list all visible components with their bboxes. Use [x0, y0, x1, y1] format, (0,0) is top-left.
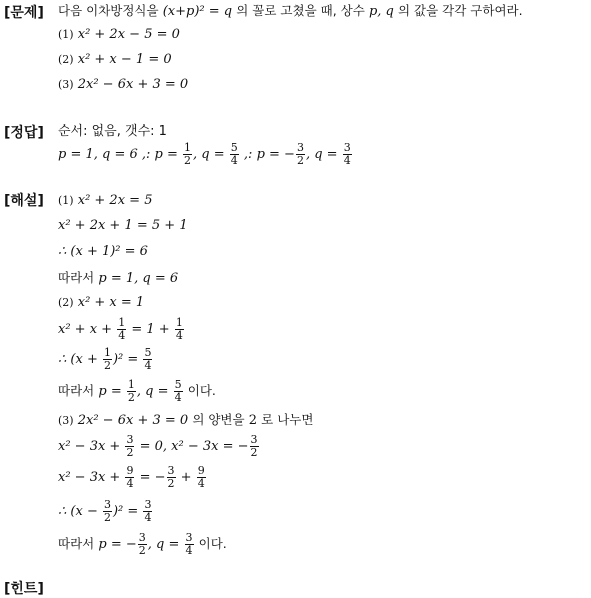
problem-item-3: (3) 2x² − 6x + 3 = 0	[58, 77, 189, 92]
numerator: 5	[174, 378, 182, 391]
problem-prompt: 다음 이차방정식을 (x+p)² = q 의 꼴로 고쳤을 때, 상수 p, q 의 값을 각각 구하여라.	[58, 3, 523, 19]
hint-label: [힌트]	[4, 581, 44, 597]
denominator: 4	[118, 329, 126, 342]
numerator: 3	[185, 531, 193, 544]
numerator: 3	[296, 141, 304, 154]
denominator: 2	[250, 446, 258, 459]
numerator: 1	[118, 316, 126, 329]
numerator: 1	[127, 378, 135, 391]
denominator: 4	[343, 154, 351, 167]
denominator: 4	[185, 544, 193, 557]
numerator: 5	[144, 346, 152, 359]
expl-2-line-4: 따라서 p = $\frac{1}{2}$ , q = $\frac{5}{4}$ 이다.	[58, 378, 216, 404]
expl-2-line-1: (2) x² + x = 1	[58, 295, 145, 310]
expl-3-line-2: x² − 3x + $\frac{3}{2}$ = 0, x² − 3x = − $\frac{3}{2}$	[58, 433, 258, 459]
problem-item-2: (2) x² + x − 1 = 0	[58, 52, 172, 67]
expl-3-line-3: x² − 3x + $\frac{9}{4}$ = − $\frac{3}{2}$ + $\frac{9}{4}$	[58, 464, 205, 490]
numerator: 1	[184, 141, 192, 154]
expl-2-line-2: x² + x + $\frac{1}{4}$ = 1 + $\frac{1}{4}$	[58, 316, 183, 342]
denominator: 2	[296, 154, 304, 167]
numerator: 3	[138, 531, 146, 544]
expl-3-line-4: ∴ (x − $\frac{3}{2}$ )² = $\frac{3}{4}$	[58, 498, 152, 524]
denominator: 2	[184, 154, 192, 167]
fraction	[296, 142, 305, 167]
numerator: 3	[144, 498, 152, 511]
numerator: 3	[167, 464, 175, 477]
denominator: 4	[144, 359, 152, 372]
denominator: 4	[230, 154, 238, 167]
answer-label: [정답]	[4, 125, 44, 141]
answer-values: p = 1, q = 6 ,: p = $\frac{1}{2}$ , q = $\frac{5}{4}$ ,: p = − $\frac{3}{2}$ , q = $\frac{3}{4}$	[58, 141, 351, 167]
denominator: 2	[138, 544, 146, 557]
fraction	[343, 142, 352, 167]
denominator: 4	[126, 477, 134, 490]
denominator: 2	[103, 511, 111, 524]
denominator: 2	[126, 446, 134, 459]
numerator: 3	[126, 433, 134, 446]
fraction	[230, 142, 239, 167]
denominator: 2	[167, 477, 175, 490]
expl-1-line-1: (1) x² + 2x = 5	[58, 193, 153, 208]
expl-1-line-2: x² + 2x + 1 = 5 + 1	[58, 218, 188, 233]
denominator: 2	[127, 391, 135, 404]
numerator: 1	[175, 316, 183, 329]
expl-3-line-1: (3) 2x² − 6x + 3 = 0 의 양변을 2 로 나누면	[58, 412, 314, 428]
numerator: 1	[103, 346, 111, 359]
explanation-label: [해설]	[4, 193, 44, 209]
numerator: 9	[197, 464, 205, 477]
denominator: 4	[174, 391, 182, 404]
numerator: 9	[126, 464, 134, 477]
expl-1-line-3: ∴ (x + 1)² = 6	[58, 244, 148, 259]
answer-meta: 순서: 없음, 갯수: 1	[58, 124, 167, 139]
denominator: 4	[144, 511, 152, 524]
fraction	[183, 142, 192, 167]
expl-3-line-5: 따라서 p = − $\frac{3}{2}$ , q = $\frac{3}{4}$ 이다.	[58, 531, 227, 557]
numerator: 3	[343, 141, 351, 154]
numerator: 5	[230, 141, 238, 154]
numerator: 3	[250, 433, 258, 446]
numerator: 3	[103, 498, 111, 511]
problem-label: [문제]	[4, 5, 44, 21]
expl-2-line-3: ∴ (x + $\frac{1}{2}$ )² = $\frac{5}{4}$	[58, 346, 152, 372]
denominator: 2	[103, 359, 111, 372]
expl-1-line-4: 따라서 p = 1, q = 6	[58, 270, 179, 286]
denominator: 4	[175, 329, 183, 342]
problem-item-1: (1) x² + 2x − 5 = 0	[58, 27, 180, 42]
denominator: 4	[197, 477, 205, 490]
